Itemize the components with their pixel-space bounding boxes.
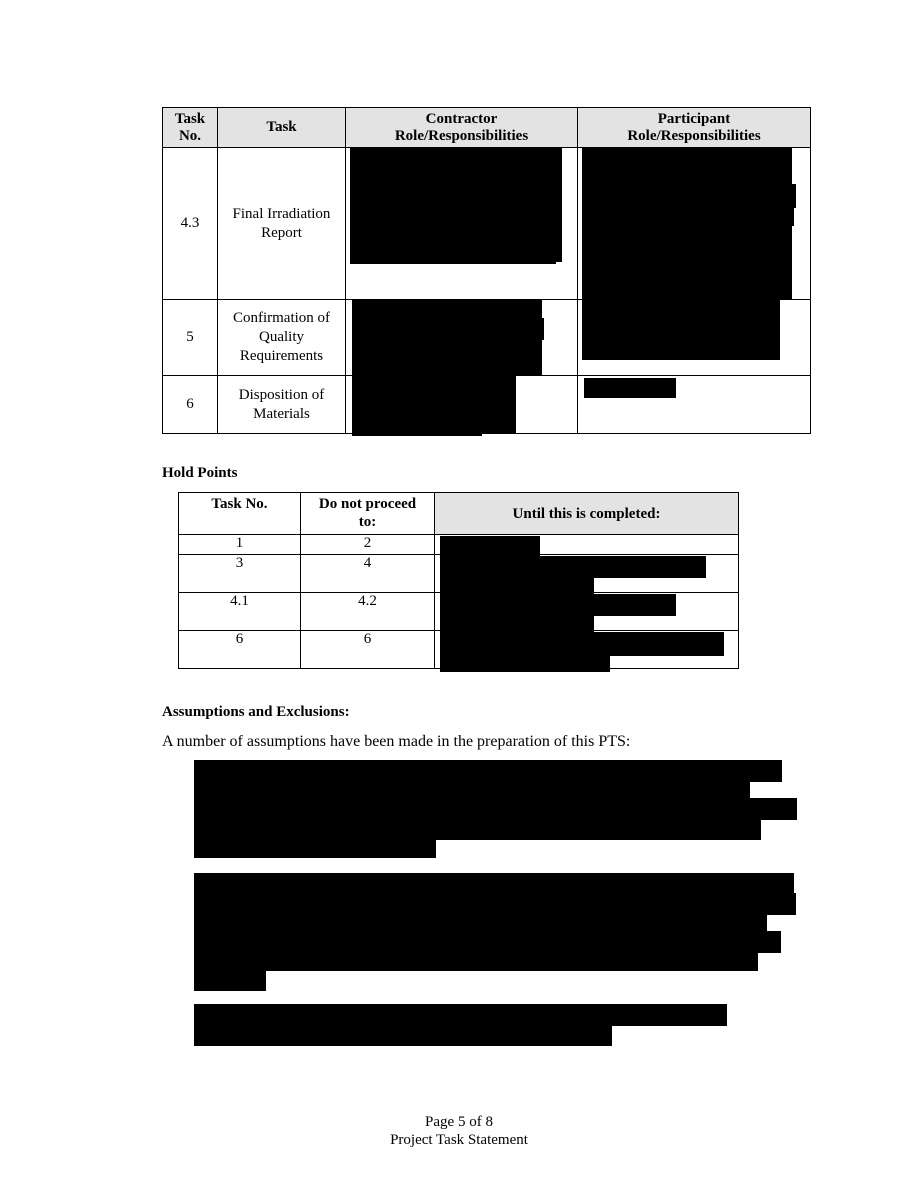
redaction-block	[194, 818, 761, 840]
redaction-block	[194, 760, 782, 782]
task-table-header	[163, 108, 811, 148]
redaction-block	[582, 148, 752, 168]
redaction-block	[194, 780, 750, 800]
redaction-block	[352, 300, 530, 320]
redaction-block	[582, 318, 780, 340]
hold-task-no: 6	[179, 631, 301, 669]
header-do-not-proceed: Do not proceed to:	[301, 493, 435, 535]
hold-do-not-proceed: 2	[301, 535, 435, 555]
header-task: Task	[218, 108, 346, 148]
hold-do-not-proceed: 4	[301, 555, 435, 593]
redaction-block	[352, 354, 538, 376]
redaction-block	[194, 1024, 612, 1046]
redaction-block	[582, 300, 772, 320]
redaction-block	[582, 184, 796, 208]
hold-task-no: 1	[179, 535, 301, 555]
redaction-block	[350, 168, 512, 188]
redaction-block	[582, 280, 626, 298]
redaction-block	[194, 1004, 727, 1026]
hold-points-heading: Hold Points	[162, 465, 238, 481]
assumptions-intro: A number of assumptions have been made in the preparation of this PTS:	[162, 733, 631, 750]
redaction-block	[194, 951, 758, 971]
redaction-block	[584, 378, 676, 398]
footer-title: Project Task Statement	[390, 1132, 528, 1148]
redaction-block	[440, 632, 724, 656]
redaction-block	[194, 893, 796, 915]
task-name: Final Irradiation Report	[218, 148, 346, 300]
redaction-block	[350, 242, 556, 264]
redaction-block	[352, 396, 510, 416]
task-name: Confirmation of Quality Requirements	[218, 300, 346, 376]
redaction-block	[582, 166, 790, 186]
redaction-block	[582, 224, 776, 246]
hold-task-no: 3	[179, 555, 301, 593]
participant-cell	[578, 376, 811, 434]
redaction-block	[440, 556, 706, 578]
redaction-block	[350, 224, 530, 244]
redaction-block	[350, 148, 562, 168]
redaction-block	[582, 206, 794, 226]
redaction-block	[194, 873, 794, 895]
redaction-block	[350, 204, 562, 226]
header-until: Until this is completed:	[435, 493, 739, 535]
header-task-no: Task No.	[163, 108, 218, 148]
hold-do-not-proceed: 6	[301, 631, 435, 669]
footer-page-number: Page 5 of 8	[425, 1114, 493, 1130]
redaction-block	[440, 654, 610, 672]
task-number: 4.3	[163, 148, 218, 300]
redaction-block	[352, 318, 544, 340]
redaction-block	[582, 244, 758, 264]
hold-points-header	[179, 493, 739, 535]
redaction-block	[440, 536, 540, 556]
task-name: Disposition of Materials	[218, 376, 346, 434]
redaction-block	[440, 576, 594, 596]
redaction-block	[194, 931, 781, 953]
redaction-block	[194, 913, 767, 933]
redaction-block	[440, 594, 676, 616]
header-task-no: Task No.	[179, 493, 301, 535]
header-participant: Participant Role/Responsibilities	[578, 108, 811, 148]
redaction-block	[350, 186, 528, 206]
redaction-block	[582, 262, 778, 282]
redaction-block	[194, 798, 797, 820]
task-number: 6	[163, 376, 218, 434]
redaction-block	[194, 969, 266, 991]
redaction-block	[582, 338, 636, 360]
redaction-block	[194, 838, 436, 858]
task-number: 5	[163, 300, 218, 376]
header-contractor: Contractor Role/Responsibilities	[346, 108, 578, 148]
hold-task-no: 4.1	[179, 593, 301, 631]
redaction-block	[440, 614, 594, 634]
redaction-block	[352, 414, 482, 436]
redaction-block	[352, 376, 514, 398]
assumptions-heading: Assumptions and Exclusions:	[162, 704, 350, 720]
hold-do-not-proceed: 4.2	[301, 593, 435, 631]
